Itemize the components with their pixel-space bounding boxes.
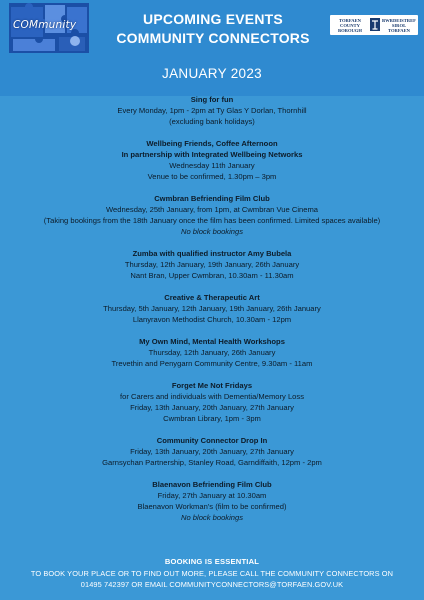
event-detail: Friday, 13th January, 20th January, 27th January	[130, 447, 294, 456]
event-wellbeing-friends	[0, 138, 424, 182]
event-detail: Thursday, 5th January, 12th January, 19th January, 26th January	[103, 304, 321, 313]
event-forget-me-not	[0, 380, 424, 424]
event-note: No block bookings	[180, 227, 244, 236]
event-detail: (Taking bookings from the 18th January once the film has been confirmed. Limited spaces available)	[43, 216, 381, 225]
title-line-2: COMMUNITY CONNECTORS	[116, 30, 310, 46]
event-detail: Garnsychan Partnership, Stanley Road, Garndiffaith, 12pm - 2pm	[102, 458, 322, 467]
event-subtitle: In partnership with Integrated Wellbeing Networks	[121, 150, 303, 159]
event-detail: Thursday, 12th January, 19th January, 26th January	[124, 260, 300, 269]
event-cwmbran-film-club	[0, 193, 424, 237]
event-mental-health-workshops	[0, 336, 424, 369]
event-detail: Wednesday, 25th January, from 1pm, at Cwmbran Vue Cinema	[105, 205, 319, 214]
event-title: Blaenavon Befriending Film Club	[152, 480, 272, 489]
event-detail: Blaenavon Workman's (film to be confirmed)	[137, 502, 287, 511]
council-logo	[330, 15, 418, 35]
event-sing-for-fun	[0, 94, 424, 127]
event-title: Zumba with qualified instructor Amy Bubela	[132, 249, 292, 258]
event-zumba	[0, 248, 424, 281]
event-detail: Nant Bran, Upper Cwmbran, 10.30am - 11.30am	[130, 271, 294, 280]
event-detail: Venue to be confirmed, 1.30pm – 3pm	[147, 172, 277, 181]
event-detail: Wednesday 11th January	[169, 161, 255, 170]
event-detail: for Carers and individuals with Dementia/Memory Loss	[119, 392, 304, 401]
month-heading: JANUARY 2023	[162, 66, 262, 81]
title-line-1: UPCOMING EVENTS	[143, 11, 283, 27]
event-detail: Friday, 27th January at 10.30am	[157, 491, 267, 500]
event-drop-in	[0, 435, 424, 468]
event-blaenavon-film-club	[0, 479, 424, 523]
event-note: No block bookings	[180, 513, 244, 522]
contact-line-2: 01495 742397 OR EMAIL COMMUNITYCONNECTORS@TORFAEN.GOV.UK	[80, 580, 344, 589]
event-title: My Own Mind, Mental Health Workshops	[139, 337, 285, 346]
event-detail: Llanyravon Methodist Church, 10.30am - 12pm	[132, 315, 292, 324]
event-title: Cwmbran Befriending Film Club	[154, 194, 270, 203]
event-detail: Cwmbran Library, 1pm - 3pm	[163, 414, 261, 423]
event-detail: Every Monday, 1pm - 2pm at Ty Glas Y Dorlan, Thornhill	[117, 106, 307, 115]
events-list	[0, 94, 424, 534]
event-title: Sing for fun	[190, 95, 234, 104]
page-title	[100, 10, 326, 48]
community-logo	[9, 3, 89, 53]
logo-text: COMmunity	[13, 19, 77, 31]
council-name-english: TORFAEN COUNTY BOROUGH	[338, 18, 362, 33]
event-creative-art	[0, 292, 424, 325]
event-title: Wellbeing Friends, Coffee Afternoon	[146, 139, 278, 148]
contact-line-1: TO BOOK YOUR PLACE OR TO FIND OUT MORE, PLEASE CALL THE COMMUNITY CONNECTORS ON	[30, 569, 394, 578]
booking-footer	[0, 556, 424, 590]
council-name-welsh: BWRDEISTREF SIROL TORFAEN	[382, 18, 416, 33]
event-detail: Trevethin and Penygarn Community Centre, 9.30am - 11am	[111, 359, 313, 368]
event-title: Community Connector Drop In	[156, 436, 268, 445]
event-title: Creative & Therapeutic Art	[164, 293, 260, 302]
event-title: Forget Me Not Fridays	[171, 381, 253, 390]
council-emblem-icon	[369, 17, 381, 32]
booking-essential: BOOKING IS ESSENTIAL	[164, 557, 260, 566]
event-detail: Thursday, 12th January, 26th January	[148, 348, 276, 357]
event-detail: Friday, 13th January, 20th January, 27th January	[130, 403, 294, 412]
event-detail: (excluding bank holidays)	[169, 117, 255, 126]
